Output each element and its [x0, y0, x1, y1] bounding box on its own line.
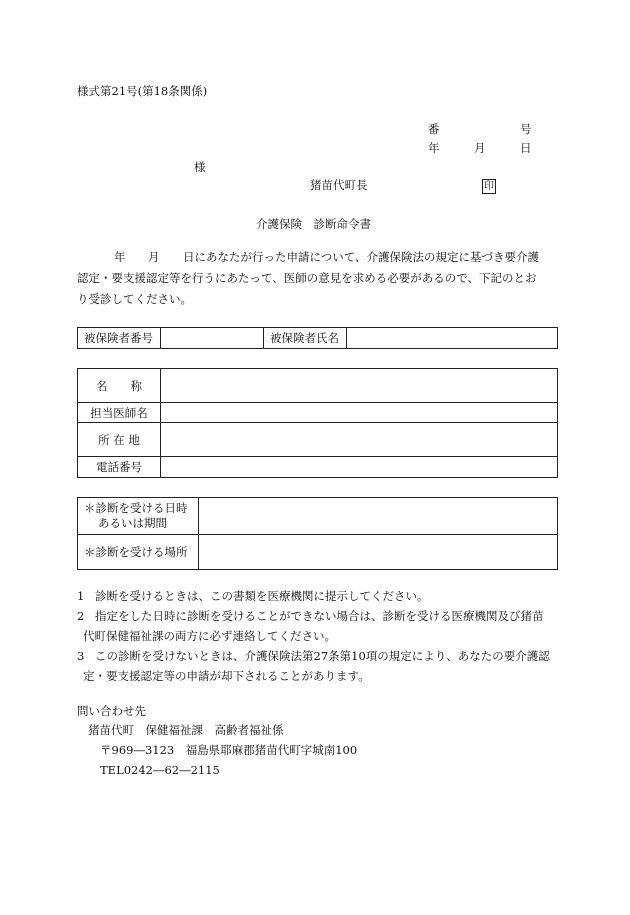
seal-mark	[482, 179, 496, 194]
date-year: 年	[428, 141, 440, 155]
form-number: 様式第21号(第18条関係)	[77, 84, 208, 98]
body-year: 年	[114, 250, 126, 264]
exam-table	[77, 497, 558, 570]
insured-name-label: 被保険者氏名	[264, 328, 347, 349]
issuer: 猪苗代町長	[310, 178, 368, 192]
body-line3: り受診してください。	[77, 292, 192, 306]
exam-place-label: ＊診断を受ける場所	[78, 535, 199, 570]
phone-label: 電話番号	[78, 457, 161, 478]
number-suffix: 号	[520, 122, 532, 136]
number-label: 番	[428, 122, 440, 136]
contact-tel: TEL0242―62―2115	[100, 763, 220, 777]
contact-heading: 問い合わせ先	[77, 704, 146, 718]
exam-datetime-label-line1: ＊診断を受ける日時	[84, 501, 188, 515]
note-1-num: 1	[77, 589, 85, 603]
body-month: 月	[148, 250, 160, 264]
document-title: 介護保険 診断命令書	[256, 217, 371, 231]
address-field[interactable]	[161, 423, 558, 457]
doctor-name-label: 担当医師名	[78, 403, 161, 423]
insured-name-field[interactable]	[347, 328, 558, 349]
doctor-name-field[interactable]	[161, 403, 558, 423]
exam-datetime-field[interactable]	[199, 498, 558, 535]
seal-icon: 印	[484, 181, 494, 192]
note-3-cont: 定・要支援認定等の申請が却下されることがあります。	[83, 669, 370, 683]
exam-datetime-label-line2: あるいは期間	[98, 516, 167, 530]
note-2-cont: 代町保健福祉課の両方に必ず連絡してください。	[83, 629, 336, 643]
contact-office: 猪苗代町 保健福祉課 高齢者福祉係	[88, 723, 284, 737]
body-line1: 日にあなたが行った申請について、介護保険法の規定に基づき要介護	[183, 250, 540, 264]
insured-number-label: 被保険者番号	[78, 328, 161, 349]
institution-name-field[interactable]	[161, 369, 558, 403]
note-3-text: この診断を受けないときは、介護保険法第27条第10項の規定により、あなたの要介護認	[95, 649, 550, 663]
address-label: 所 在 地	[78, 423, 161, 457]
insured-table	[77, 327, 558, 349]
note-2-num: 2	[77, 609, 85, 623]
exam-datetime-label	[78, 498, 199, 535]
note-3-num: 3	[77, 649, 85, 663]
phone-field[interactable]	[161, 457, 558, 478]
note-2-text: 指定をした日時に診断を受けることができない場合は、診断を受ける医療機関及び猪苗	[95, 609, 544, 623]
note-1-text: 診断を受けるときは、この書類を医療機関に提示してください。	[95, 589, 429, 603]
institution-name-label: 名 称	[78, 369, 161, 403]
date-month: 月	[474, 141, 486, 155]
institution-table	[77, 368, 558, 478]
recipient-suffix: 様	[194, 160, 206, 174]
date-day: 日	[520, 141, 532, 155]
exam-place-field[interactable]	[199, 535, 558, 570]
body-line2: 認定・要支援認定等を行うにあたって、医師の意見を求める必要があるので、下記のとお	[77, 271, 537, 285]
insured-number-field[interactable]	[161, 328, 264, 349]
contact-address: 〒969―3123 福島県耶麻郡猪苗代町字城南100	[100, 743, 358, 757]
